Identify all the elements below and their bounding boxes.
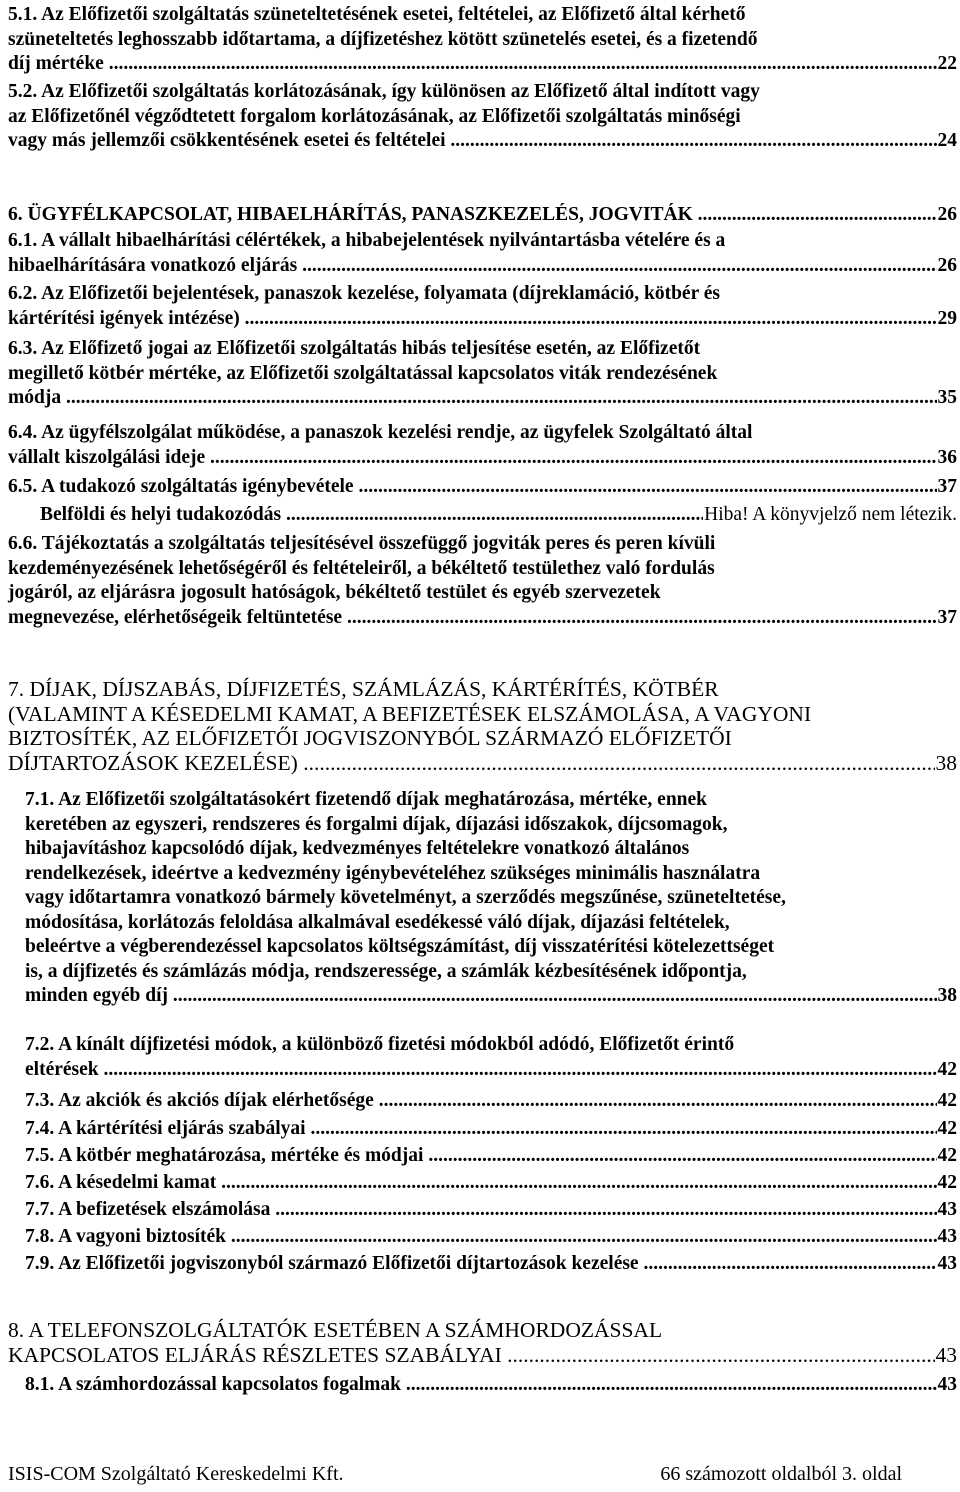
footer-page-info: 66 számozott oldalból 3. oldal xyxy=(660,1463,902,1485)
toc-entry-7-9[interactable]: 7.9. Az Előfizetői jogviszonyból származó Előfizetői díjtartozások kezelése ..... 43 xyxy=(25,1252,957,1277)
toc-entry-5-2[interactable]: 5.2. Az Előfizetői szolgáltatás korlátozásának, így különösen az Előfizető által indított vagy az Előfizetőnél végződtetett forgalom korlátozásának, az Előfizetői szolgáltatás minőségi vagy más jellemzői csökkentésének esetei és feltételei ..... 24 xyxy=(8,80,957,154)
toc-entry-7-6[interactable]: 7.6. A késedelmi kamat ..... 42 xyxy=(25,1171,957,1196)
toc-entry-8[interactable]: 8. A TELEFONSZOLGÁLTATÓK ESETÉBEN A SZÁMHORDOZÁSSAL KAPCSOLATOS ELJÁRÁS RÉSZLETES SZABÁLYAI ..... 43 xyxy=(8,1318,957,1367)
toc-entry-belfoldi[interactable]: Belföldi és helyi tudakozódás ..... Hiba! A könyvjelző nem létezik. xyxy=(40,503,957,528)
bookmark-error-text: Hiba! A könyvjelző nem létezik. xyxy=(704,504,957,525)
toc-entry-6-4[interactable]: 6.4. Az ügyfélszolgálat működése, a panaszok kezelési rendje, az ügyfelek Szolgáltató által vállalt kiszolgálási ideje ..... 36 xyxy=(8,421,957,470)
toc-entry-7-5[interactable]: 7.5. A kötbér meghatározása, mértéke és módjai ..... 42 xyxy=(25,1144,957,1169)
toc-entry-6-1[interactable]: 6.1. A vállalt hibaelhárítási célértékek, a hibabejelentések nyilvántartásba vételére és a hibaelhárítására vonatkozó eljárás ..... 26 xyxy=(8,229,957,278)
toc-entry-6-6[interactable]: 6.6. Tájékoztatás a szolgáltatás teljesítésével összefüggő jogviták peres és peren kívüli kezdeményezésének lehetőségéről és feltételeiről, a békéltető testülethez való fordulás jogáról, az eljárásra jogosult hatóságok, békéltető testület és egyéb szervezetek megnevezése, elérhetőségeik feltüntetése ..... 37 xyxy=(8,532,957,630)
toc-entry-7-1[interactable]: 7.1. Az Előfizetői szolgáltatásokért fizetendő díjak meghatározása, mértéke, ennek keretében az egyszeri, rendszeres és forgalmi díjak, díjazási időszakok, díjcsomagok, hibajavításhoz kapcsolódó díjak, kedvezményes feltételekre vonatkozó általános rendelkezések, ideértve a kedvezmény igénybevételéhez szükséges minimális használatra vagy időtartamra vonatkozó bármely követelményt, a szerződés megszűnése, szüneteltetése, módosítása, korlátozás feloldása alkalmával esedékessé váló díjak, díjazási feltételek, beleértve a végberendezéssel kapcsolatos költségszámítást, díj visszatérítési kötelezettséget is, a díjfizetés és számlázás módja, rendszeressége, a számlák kézbesítésének időpontja, minden egyéb díj ..... 38 xyxy=(25,788,957,1009)
toc-entry-7-4[interactable]: 7.4. A kártérítési eljárás szabályai ..... 42 xyxy=(25,1117,957,1142)
toc-entry-7-2[interactable]: 7.2. A kínált díjfizetési módok, a különböző fizetési módokból adódó, Előfizetőt érintő eltérések ..... 42 xyxy=(25,1033,957,1082)
toc-entry-7-3[interactable]: 7.3. Az akciók és akciós díjak elérhetősége ..... 42 xyxy=(25,1089,957,1114)
footer-company: ISIS-COM Szolgáltató Kereskedelmi Kft. xyxy=(8,1463,344,1485)
toc-entry-7-8[interactable]: 7.8. A vagyoni biztosíték ..... 43 xyxy=(25,1225,957,1250)
toc-entry-6-2[interactable]: 6.2. Az Előfizetői bejelentések, panaszok kezelése, folyamata (díjreklamáció, kötbér és kártérítési igények intézése) ..... 29 xyxy=(8,282,957,331)
toc-entry-7[interactable]: 7. DÍJAK, DÍJSZABÁS, DÍJFIZETÉS, SZÁMLÁZÁS, KÁRTÉRÍTÉS, KÖTBÉR (VALAMINT A KÉSEDELMI KAMAT, A BEFIZETÉSEK ELSZÁMOLÁSA, A VAGYONI BIZTOSÍTÉK, AZ ELŐFIZETŐI JOGVISZONYBÓL SZÁRMAZÓ ELŐFIZETŐI DÍJTARTOZÁSOK KEZELÉSE) ..... 38 xyxy=(8,677,957,775)
toc-entry-6[interactable]: 6. ÜGYFÉLKAPCSOLAT, HIBAELHÁRÍTÁS, PANASZKEZELÉS, JOGVITÁK ..... 26 xyxy=(8,203,957,228)
toc-entry-5-1[interactable]: 5.1. Az Előfizetői szolgáltatás szüneteltetésének esetei, feltételei, az Előfizető által kérhető szüneteltetés leghosszabb időtartama, a díjfizetéshez kötött szünetelés esetei, és a fizetendő díj mértéke ..... 22 xyxy=(8,3,957,77)
toc-entry-8-1[interactable]: 8.1. A számhordozással kapcsolatos fogalmak ..... 43 xyxy=(25,1373,957,1398)
toc-entry-6-3[interactable]: 6.3. Az Előfizető jogai az Előfizetői szolgáltatás hibás teljesítése esetén, az Előfizetőt megillető kötbér mértéke, az Előfizetői szolgáltatással kapcsolatos viták rendezésének módja ..... 35 xyxy=(8,337,957,411)
toc-entry-6-5[interactable]: 6.5. A tudakozó szolgáltatás igénybevétele ..... 37 xyxy=(8,475,957,500)
toc-entry-7-7[interactable]: 7.7. A befizetések elszámolása ..... 43 xyxy=(25,1198,957,1223)
